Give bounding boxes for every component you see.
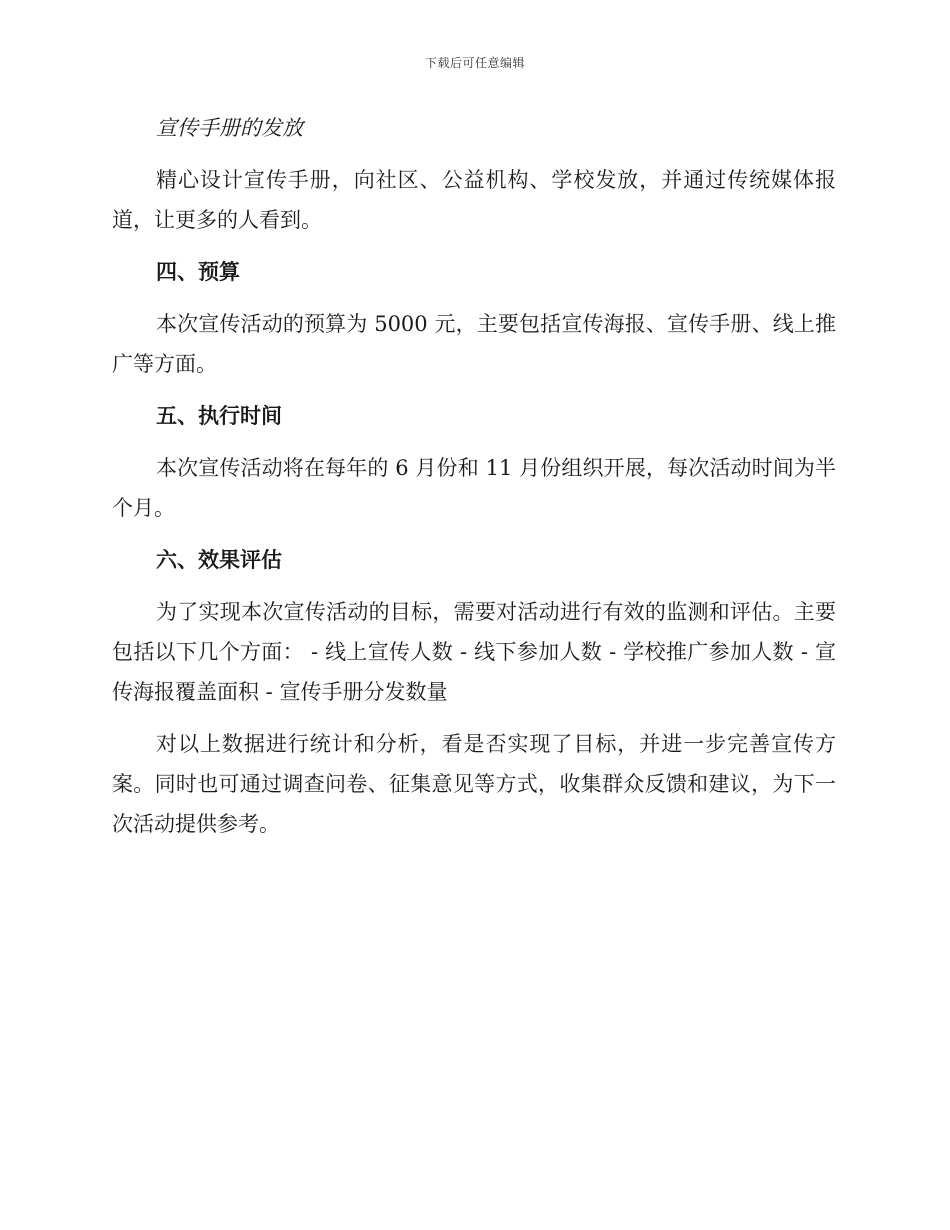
subheading-brochure: 宣传手册的发放 (156, 116, 303, 140)
paragraph-evaluation-analysis: 对以上数据进行统计和分析，看是否实现了目标，并进一步完善宣传方案。同时也可通过调查问卷、征集意见等方式，收集群众反馈和建议，为下一次活动提供参考。 (112, 732, 836, 836)
section-heading-budget: 四、预算 (156, 260, 240, 284)
section-heading-evaluation: 六、效果评估 (156, 548, 282, 572)
paragraph-evaluation-metrics: 为了实现本次宣传活动的目标，需要对活动进行有效的监测和评估。主要包括以下几个方面： - 线上宣传人数 - 线下参加人数 - 学校推广参加人数 - 宣传海报覆盖面积 - 宣传手册分发数量 (112, 600, 836, 704)
document-body (112, 108, 836, 856)
paragraph-budget: 本次宣传活动的预算为 5000 元，主要包括宣传海报、宣传手册、线上推广等方面。 (112, 312, 836, 376)
paragraph-brochure: 精心设计宣传手册，向社区、公益机构、学校发放，并通过传统媒体报道，让更多的人看到。 (112, 168, 836, 232)
page-header: 下载后可任意编辑 (424, 56, 525, 70)
section-heading-schedule: 五、执行时间 (156, 404, 282, 428)
paragraph-schedule: 本次宣传活动将在每年的 6 月份和 11 月份组织开展，每次活动时间为半个月。 (112, 456, 836, 520)
